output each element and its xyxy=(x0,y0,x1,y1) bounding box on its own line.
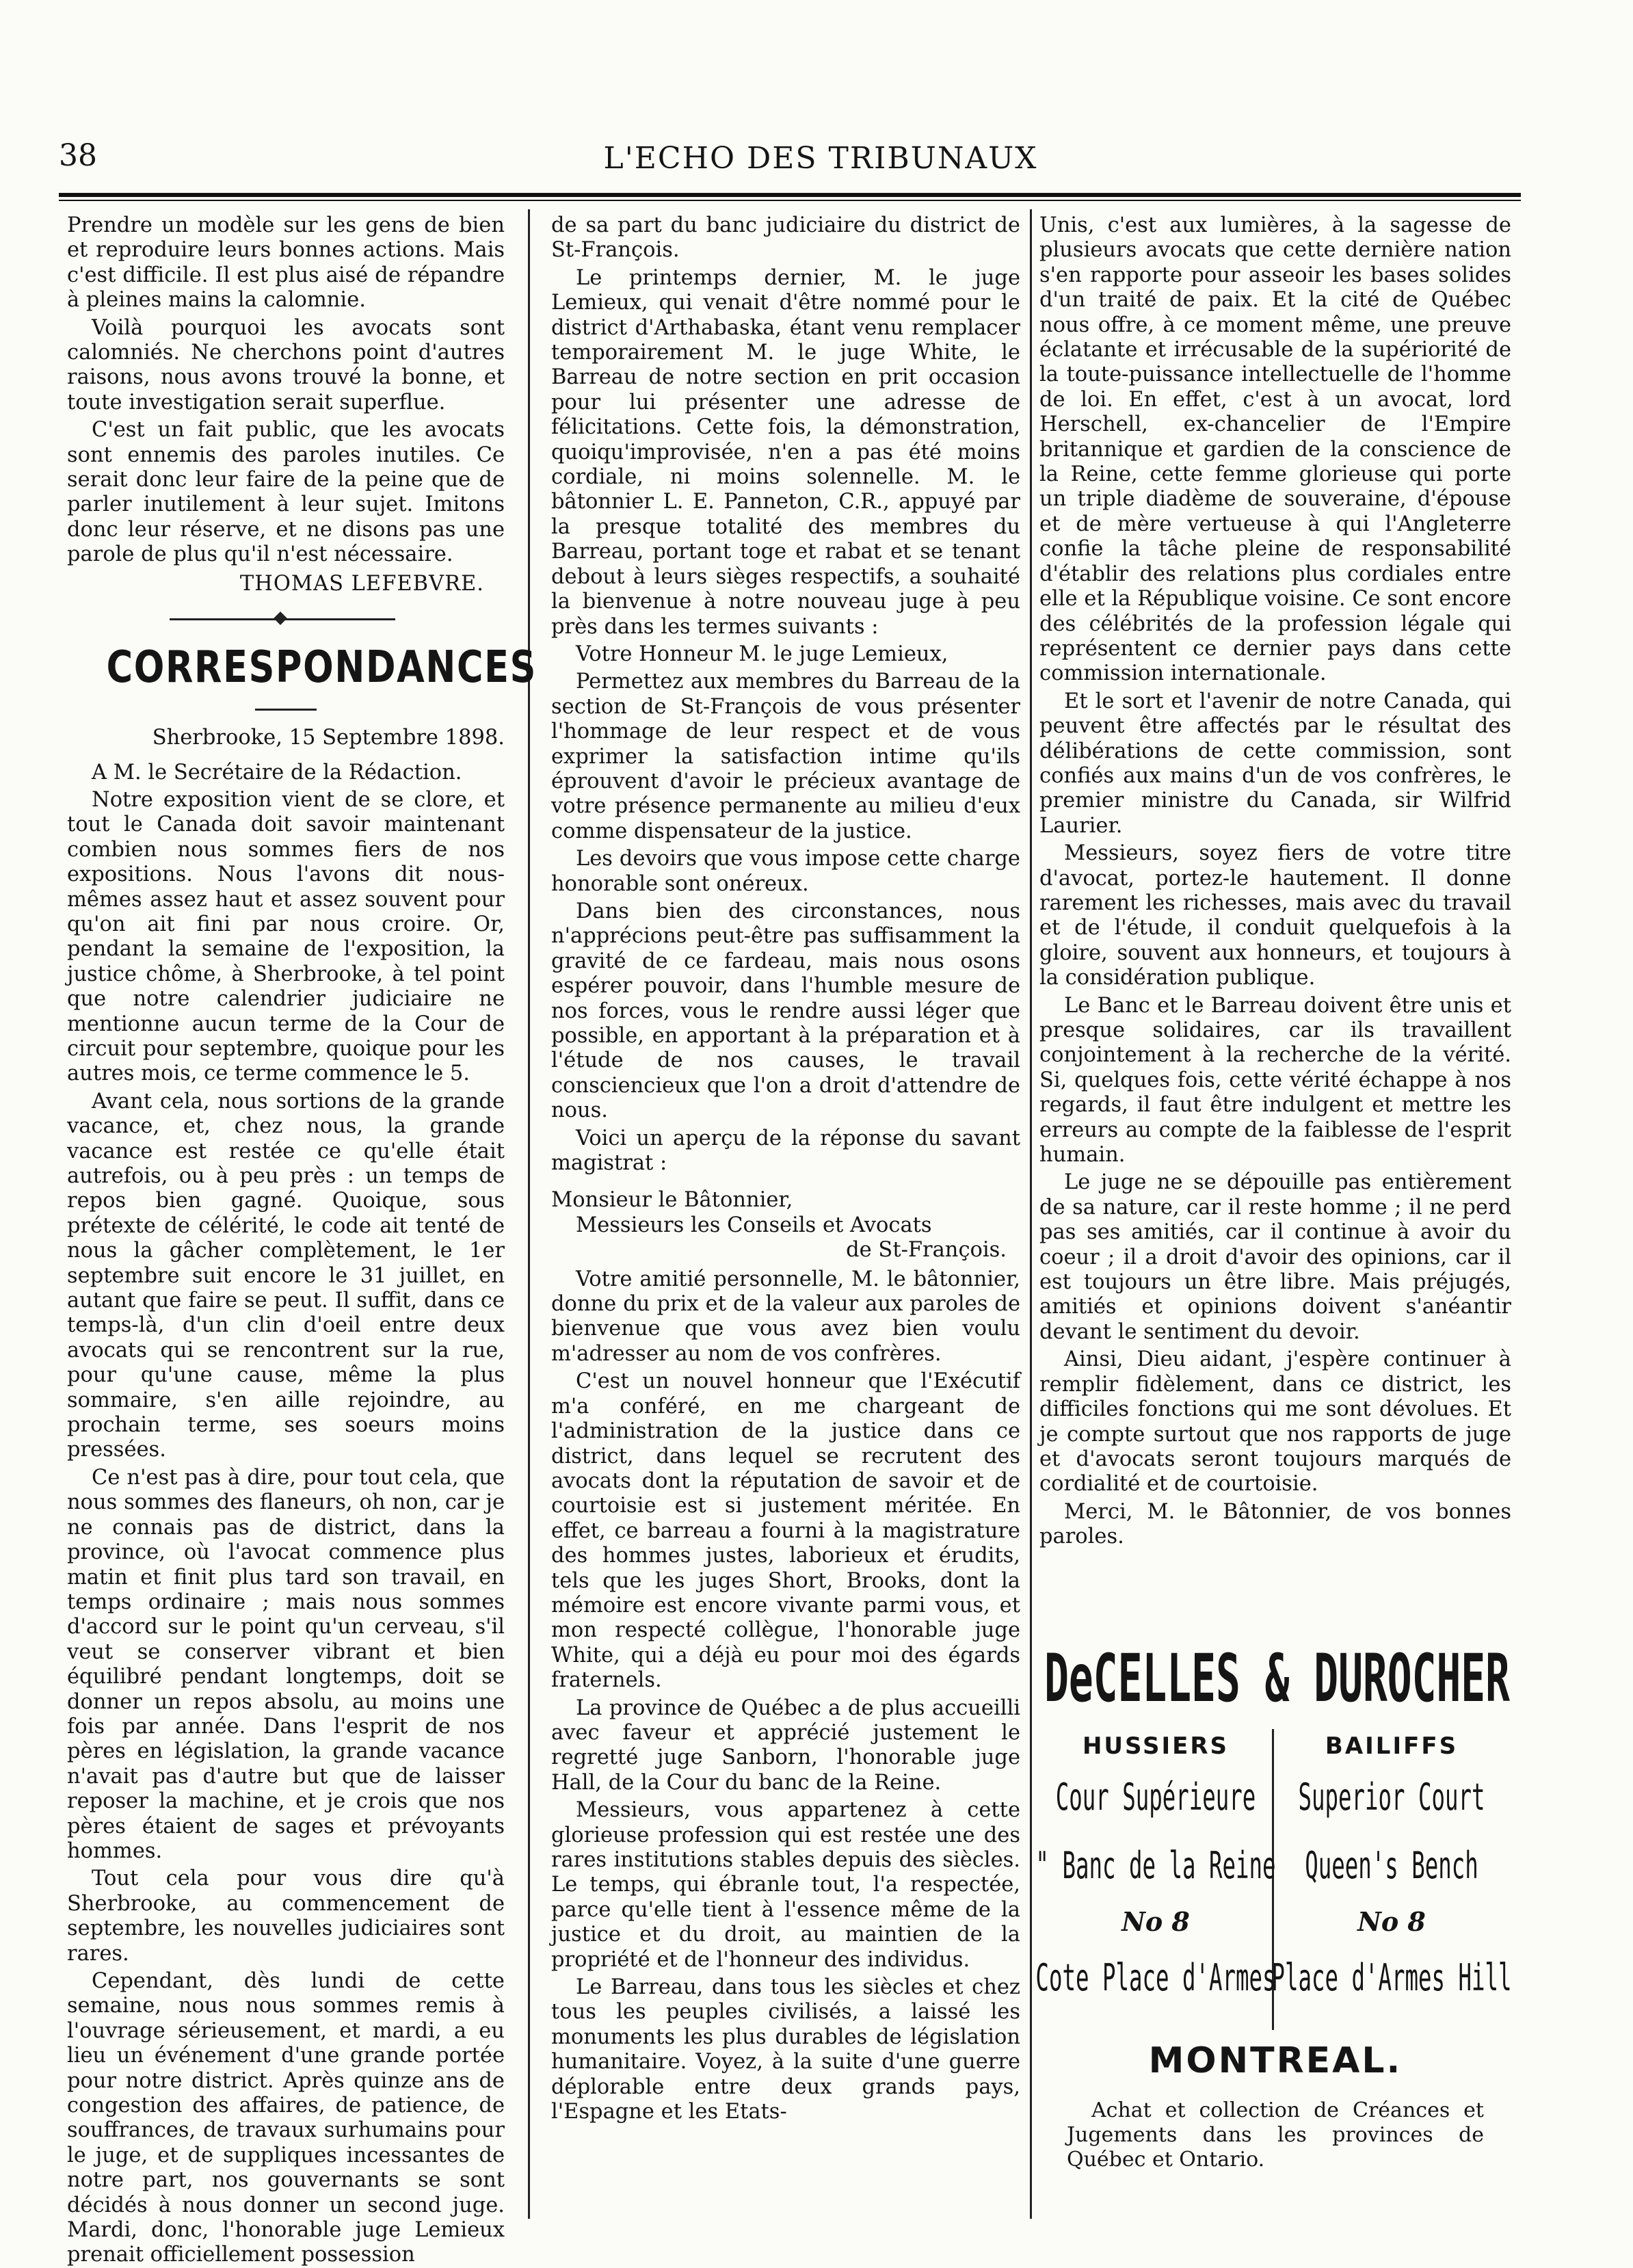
ad-label-french: HUSSIERS xyxy=(1082,1732,1230,1760)
paragraph: Voici un aperçu de la réponse du savant magistrat : xyxy=(551,1126,1020,1176)
paragraph: Unis, c'est aux lumières, à la sagesse de plusieurs avocats que cette dernière nation s'en rapporte pour asseoir les bases solides d'un traité de paix. Et la cité de Québec nous offre, à ce moment même, une preuve éclatante et irrécusable de la supériorité de la toute-puissance intellectuelle de l'homme de loi. En effet, c'est à un avocat, lord Herschell, ex-chancelier de l'Empire britannique et gardien de la conscience de la Reine, cette femme glorieuse qui porte un triple diadème de souveraine, d'épouse et de mère vertueuse à qui l'Angleterre confie la tâche pleine de responsabilité d'établir des relations plus cordiales entre elle et la République voisine. Ce sont encore des célébrités de la profession légale qui représentent ce dernier pays dans cette commission internationale. xyxy=(1039,213,1511,686)
paragraph: La province de Québec a de plus accueilli avec faveur et apprécié justement le regretté juge Sanborn, l'honorable juge Hall, de la Cour du banc de la Reine. xyxy=(551,1696,1020,1795)
paragraph: Et le sort et l'avenir de notre Canada, qui peuvent être affectés par le résultat des délibérations de cette commission, sont confiés aux mains d'un de vos confrères, le premier ministre du Canada, sir Wilfrid Laurier. xyxy=(1039,689,1511,838)
title-rule xyxy=(255,709,317,711)
paragraph: Voilà pourquoi les avocats sont calomniés. Ne cherchons point d'autres raisons, nous avons trouvé la bonne, et toute investigation serait superflue. xyxy=(67,315,505,414)
paragraph: C'est un nouvel honneur que l'Exécutif m'a conféré, en me chargeant de l'administration de la justice dans ce district, dans lequel se recrutent des avocats dont la réputation de savoir et de courtoisie est si justement méritée. En effet, ce barreau a fourni à la magistrature des hommes justes, laborieux et érudits, tels que les juges Short, Brooks, dont la mémoire est encore vivante parmi vous, et mon respecté collègue, l'honorable juge White, qui a déjà eu pour moi des égards fraternels. xyxy=(551,1369,1020,1693)
paragraph: Ainsi, Dieu aidant, j'espère continuer à remplir fidèlement, dans ce district, les difficiles fonctions qui me sont dévolues. Et je compte surtout que nos rapports de juge et d'avocats seront toujours marqués de cordialité et de courtoisie. xyxy=(1039,1347,1511,1496)
reply-addressee xyxy=(551,1188,1020,1263)
ad-label-english: BAILIFFS xyxy=(1325,1732,1459,1760)
paragraph: Le juge ne se dépouille pas entièrement de sa nature, car il reste homme ; il ne perd pas ses amitiés, car il continue à avoir du coeur ; il a droit d'avoir des opinions, car il est toujours un être libre. Mais préjugés, amitiés et opinions doivent s'anéantir devant le sentiment du devoir. xyxy=(1039,1170,1511,1344)
paragraph: Le Barreau, dans tous les siècles et chez tous les peuples civilisés, a laissé les monuments les plus durables de législation humanitaire. Voyez, à la suite d'une guerre déplorable entre deux grands pays, l'Espagne et les Etats- xyxy=(551,1975,1020,2124)
header-rule xyxy=(59,193,1521,201)
paragraph: Cependant, dès lundi de cette semaine, nous nous sommes remis à l'ouvrage sérieusement, et mardi, a eu lieu un événement d'une grande portée pour notre district. Après quinze ans de congestion des affaires, de patience, de souffrances, de travaux surhumains pour le juge, et de suppliques incessantes de notre part, nos gouvernants se sont décidés à nous donner un second juge. Mardi, donc, l'honorable juge Lemieux prenait officiellement possession xyxy=(67,1969,505,2267)
paragraph: Avant cela, nous sortions de la grande vacance, et, chez nous, la grande vacance est restée ce qu'elle était autrefois, ou à peu près : un temps de repos bien gagné. Quoique, sous prétexte de célérité, le code ait tenté de nous la gâcher complètement, le 1er septembre suit encore le 31 juillet, en autant que faire se peut. Il suffit, dans ce temps-là, d'un clin d'oeil entre deux avocats qui se rencontrent sur la rue, pour qu'une cause, même la plus sommaire, s'en aille rejoindre, au prochain terme, ses soeurs moins pressées. xyxy=(67,1089,505,1462)
paragraph: Messieurs, vous appartenez à cette glorieuse profession qui est restée une des rares institutions stables depuis des siècles. Le temps, qui ébranle tout, l'a respectée, parce qu'elle tient à l'essence même de la justice et du droit, au maintien de la propriété et de l'honneur des individus. xyxy=(551,1798,1020,1972)
column-1 xyxy=(67,213,537,2267)
paragraph: Les devoirs que vous impose cette charge honorable sont onéreux. xyxy=(551,847,1020,896)
page-number: 38 xyxy=(59,138,97,173)
paragraph: Prendre un modèle sur les gens de bien et reproduire leurs bonnes actions. Mais c'est difficile. Il est plus aisé de répandre à pleines mains la calomnie. xyxy=(67,213,505,313)
ad-court-english-2: Queen's Bench xyxy=(1305,1844,1478,1887)
paragraph: Le printemps dernier, M. le juge Lemieux, qui venait d'être nommé pour le district d'Arthabaska, étant venu remplacer temporairement M. le juge White, le Barreau de notre section en prit occasion pour lui présenter une adresse de félicitations. Cette fois, la démonstration, quoiqu'improvisée, n'en a pas été moins cordiale, ni moins solennelle. M. le bâtonnier L. E. Panneton, C.R., appuyé par la presque totalité des membres du Barreau, portant toge et rabat et se tenant debout à leurs sièges respectifs, a souhaité la bienvenue à notre nouveau juge à peu près dans les termes suivants : xyxy=(551,265,1020,639)
ornament-divider xyxy=(67,606,505,633)
author-signature: THOMAS LEFEBVRE. xyxy=(239,571,484,596)
addressee-line: Messieurs les Conseils et Avocats xyxy=(576,1213,932,1237)
addressee-line: Monsieur le Bâtonnier, xyxy=(551,1188,793,1213)
paragraph: Ce n'est pas à dire, pour tout cela, que nous sommes des flaneurs, oh non, car je ne connais pas de district, dans la province, où l'avocat commence plus matin et finit plus tard son travail, en temps ordinaire ; mais nous sommes d'accord sur le point qu'un cerveau, s'il veut se conserver vibrant et bien équilibré pendant longtemps, doit se donner un repos absolu, au moins une fois par année. Dans l'esprit de nos pères en législation, la grande vacance n'avait pas d'autre but que de laisser reposer la machine, et je crois que nos pères étaient de sages et prévoyants hommes. xyxy=(67,1465,505,1863)
paragraph: Le Banc et le Barreau doivent être unis et presque solidaires, car ils travaillent conjointement à la recherche de la vérité. Si, quelques fois, cette vérité échappe à nos regards, il faut être indulgent et mettre les erreurs au compte de la faiblesse de l'esprit humain. xyxy=(1039,993,1511,1168)
paragraph: de sa part du banc judiciaire du district de St-François. xyxy=(551,213,1020,263)
running-title: L'ECHO DES TRIBUNAUX xyxy=(603,141,1038,176)
addressee: Votre Honneur M. le juge Lemieux, xyxy=(576,642,948,666)
ad-address-french: Cote Place d'Armes xyxy=(1035,1956,1276,1999)
ad-french-column xyxy=(1035,1729,1276,2012)
ad-court-french-2: " Banc de la Reine xyxy=(1035,1844,1276,1887)
column-2 xyxy=(551,213,1020,2217)
paragraph: Permettez aux membres du Barreau de la section de St-François de vous présenter l'hommage de leur respect et de vous exprimer la satisfaction intime qu'ils éprouvent d'avoir le précieux avantage de votre présence permanente au milieu d'eux comme dispensateur de la justice. xyxy=(551,670,1020,843)
paragraph: Dans bien des circonstances, nous n'apprécions peut-être pas suffisamment la gravité de ce fardeau, mais nous osons espérer pouvoir, dans l'humble mesure de nos forces, vous le rendre aussi léger que possible, en apportant à la préparation et à l'étude de nos causes, le travail consciencieux que l'on a droit d'attendre de nous. xyxy=(551,899,1020,1123)
paragraph: Tout cela pour vous dire qu'à Sherbrooke, au commencement de septembre, les nouvelles judiciaires sont rares. xyxy=(67,1867,505,1966)
ad-address-english: Place d'Armes Hill xyxy=(1271,1956,1512,1999)
ad-columns xyxy=(1035,1729,1512,2030)
paragraph: Votre amitié personnelle, M. le bâtonnier, donne du prix et de la valeur aux paroles de bienvenue que vous avez bien voulu m'adresser au nom de vos confrères. xyxy=(551,1267,1020,1366)
section-title: CORRESPONDANCES xyxy=(106,642,537,694)
ad-number-french: No 8 xyxy=(1121,1906,1190,1937)
ad-description: Achat et collection de Créances et Jugements dans les provinces de Québec et Ontario. xyxy=(1067,2098,1484,2172)
ad-firm-name: DeCELLES & DUROCHER xyxy=(1044,1640,1510,1717)
ad-court-english: Superior Court xyxy=(1298,1776,1485,1819)
ad-city: MONTREAL. xyxy=(1148,2040,1403,2081)
salutation: A M. le Secrétaire de la Rédaction. xyxy=(92,760,462,784)
column-divider-2 xyxy=(1030,209,1032,2219)
paragraph: Notre exposition vient de se clore, et tout le Canada doit savoir maintenant combien nous sommes fiers de nos expositions. Nous l'avons dit nous-mêmes assez haut et assez souvent pour qu'on ait fini par nous croire. Or, pendant la semaine de l'exposition, la justice chôme, à Sherbrooke, à tel point que notre calendrier judiciaire ne mentionne aucun terme de la Cour de circuit pour septembre, quoique pour les autres mois, ce terme commence le 5. xyxy=(67,787,505,1086)
column-divider-1 xyxy=(528,209,530,2219)
paragraph: C'est un fait public, que les avocats sont ennemis des paroles inutiles. Ce serait donc leur faire de la peine que de parler inutilement à leur sujet. Imitons donc leur réserve, et ne disons pas une parole de plus qu'il n'est nécessaire. xyxy=(67,418,505,567)
ad-court-french: Cour Supérieure xyxy=(1055,1776,1256,1819)
ad-number-english: No 8 xyxy=(1357,1906,1426,1937)
paragraph: Merci, M. le Bâtonnier, de vos bonnes paroles. xyxy=(1039,1499,1511,1549)
addressee-line: de St-François. xyxy=(846,1238,1007,1263)
advertisement xyxy=(1035,1637,1512,2172)
paragraph: Messieurs, soyez fiers de votre titre d'avocat, portez-le hautement. Il donne rarement les richesses, mais avec du travail et de l'étude, il conduit quelquefois à la gloire, souvent aux honneurs, et toujours à la considération publique. xyxy=(1039,841,1511,990)
ad-english-column xyxy=(1271,1729,1512,2012)
dateline: Sherbrooke, 15 Septembre 1898. xyxy=(152,726,505,750)
